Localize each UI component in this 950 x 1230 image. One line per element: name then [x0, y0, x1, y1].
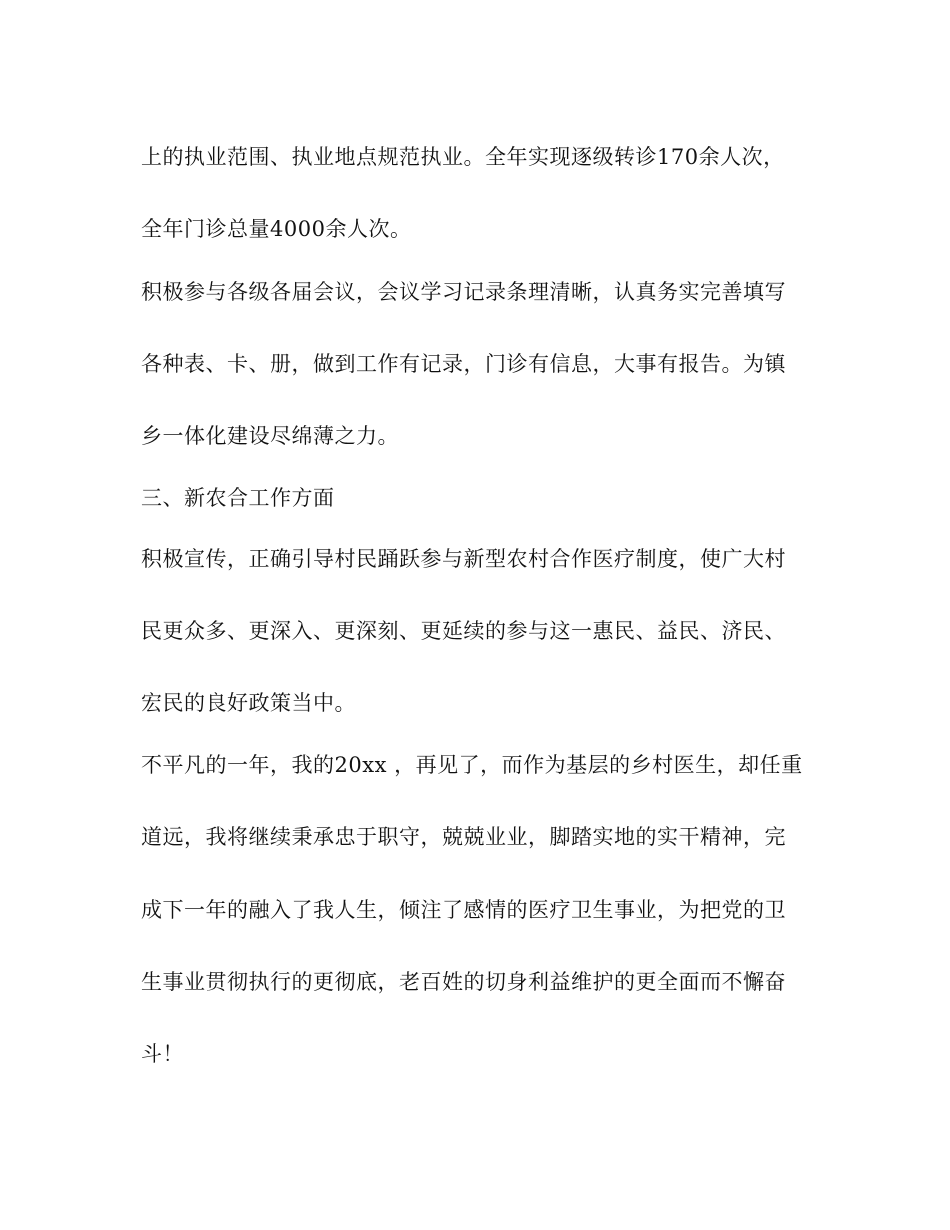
body-line-8: 民更众多、更深入、更深刻、更延续的参与这一惠民、益民、济民、	[141, 619, 786, 643]
body-line-13: 生事业贯彻执行的更彻底，老百姓的切身利益维护的更全面而不懈奋	[141, 970, 786, 994]
body-line-1: 上的执业范围、执业地点规范执业。全年实现逐级转诊170余人次，	[141, 145, 785, 169]
body-line-3: 积极参与各级各届会议，会议学习记录条理清晰，认真务实完善填写	[141, 280, 786, 304]
body-line-4: 各种表、卡、册，做到工作有记录，门诊有信息，大事有报告。为镇	[141, 352, 786, 376]
body-line-14: 斗！	[141, 1042, 184, 1066]
body-line-12: 成下一年的融入了我人生，倾注了感情的医疗卫生事业，为把党的卫	[141, 898, 786, 922]
body-line-9: 宏民的良好政策当中。	[141, 691, 356, 715]
section-heading: 三、新农合工作方面	[141, 486, 335, 510]
body-line-5: 乡一体化建设尽绵薄之力。	[141, 424, 399, 448]
body-line-7: 积极宣传，正确引导村民踊跃参与新型农村合作医疗制度，使广大村	[141, 547, 786, 571]
body-line-2: 全年门诊总量4000余人次。	[141, 217, 412, 241]
body-line-10: 不平凡的一年，我的20xx ，再见了，而作为基层的乡村医生，却任重	[141, 753, 803, 777]
body-line-11: 道远，我将继续秉承忠于职守，兢兢业业，脚踏实地的实干精神，完	[141, 825, 786, 849]
